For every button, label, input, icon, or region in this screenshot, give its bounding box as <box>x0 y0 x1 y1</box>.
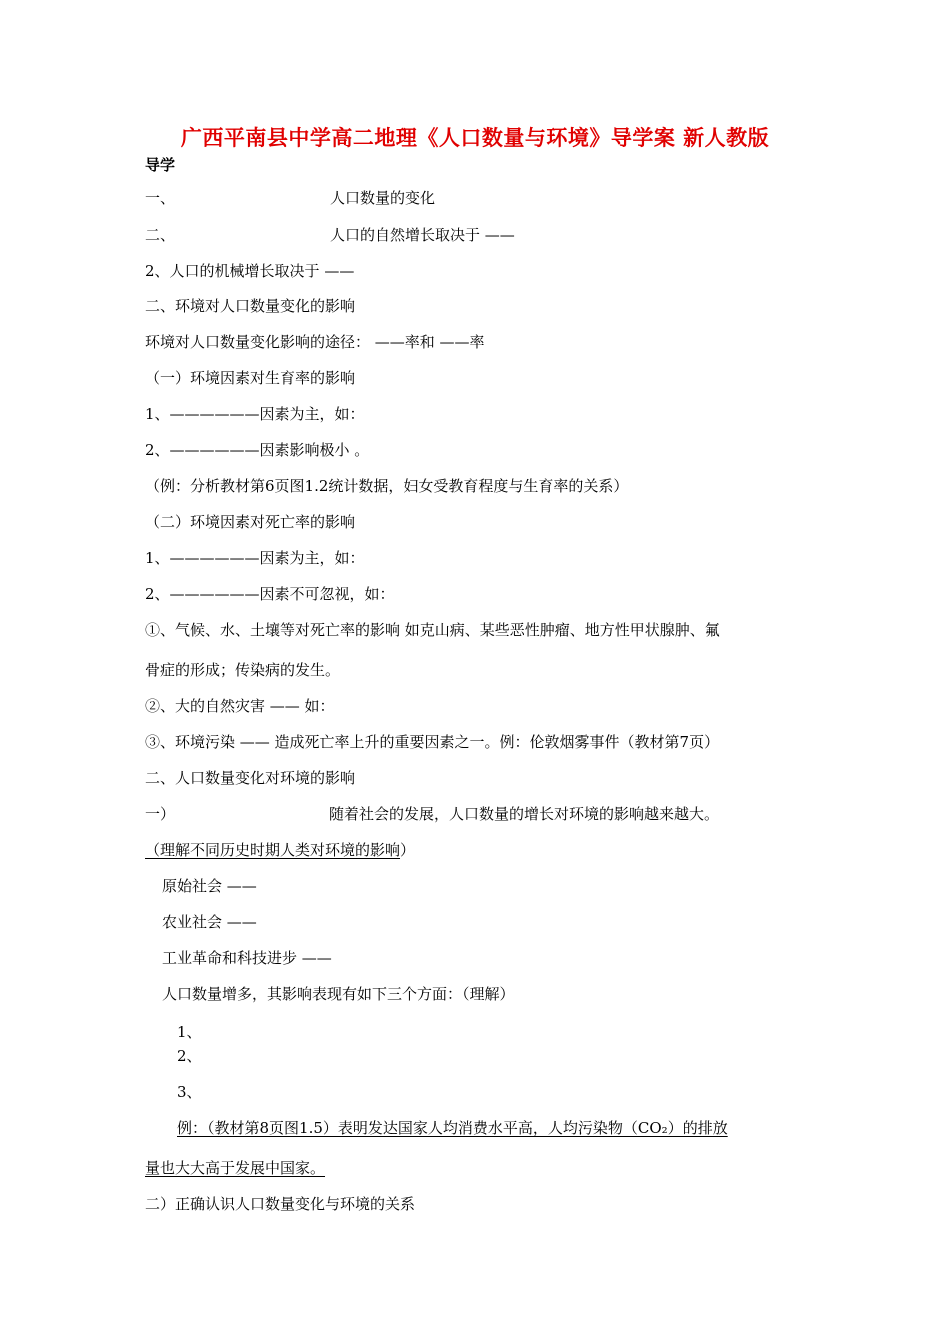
line-14: 骨症的形成；传染病的发生。 <box>145 661 341 679</box>
line-1-number: 一、 <box>145 189 176 207</box>
document-title: 广西平南县中学高二地理《人口数量与环境》导学案 新人教版 <box>180 126 770 150</box>
line-2-number: 二、 <box>145 226 176 244</box>
line-16: ③、环境污染 —— 造成死亡率上升的重要因素之一。例：伦敦烟雾事件（教材第7页） <box>145 733 720 751</box>
section-heading: 导学 <box>145 156 176 174</box>
line-18 <box>145 804 720 824</box>
line-24: 1、 <box>177 1023 202 1041</box>
line-4: 二、环境对人口数量变化的影响 <box>145 297 356 315</box>
line-3: 2、人口的机械增长取决于 —— <box>145 262 355 280</box>
line-12: 2、——————因素不可忽视，如： <box>145 585 395 603</box>
line-27: 例：（教材第8页图1.5）表明发达国家人均消费水平高，人均污染物（CO₂）的排放 <box>177 1119 728 1137</box>
line-15: ②、大的自然灾害 —— 如： <box>145 697 335 715</box>
line-5: 环境对人口数量变化影响的途径： ——率和 ——率 <box>145 333 485 351</box>
line-19-underlined: （理解不同历史时期人类对环境的影响 <box>145 841 401 859</box>
line-1-text: 人口数量的变化 <box>330 189 436 207</box>
line-8: 2、——————因素影响极小 。 <box>145 441 370 459</box>
line-7: 1、——————因素为主，如： <box>145 405 365 423</box>
line-18-number: 一） <box>145 805 176 823</box>
line-19 <box>145 840 415 860</box>
line-26: 3、 <box>177 1083 202 1101</box>
line-20: 原始社会 —— <box>162 877 257 895</box>
line-23: 人口数量增多，其影响表现有如下三个方面：（理解） <box>162 985 515 1003</box>
line-18-text: 随着社会的发展，人口数量的增长对环境的影响越来越大。 <box>329 805 720 823</box>
line-29: 二）正确认识人口数量变化与环境的关系 <box>145 1195 416 1213</box>
line-21: 农业社会 —— <box>162 913 257 931</box>
line-2-text: 人口的自然增长取决于 —— <box>330 226 515 244</box>
line-22: 工业革命和科技进步 —— <box>162 949 332 967</box>
line-25: 2、 <box>177 1047 202 1065</box>
line-6: （一）环境因素对生育率的影响 <box>145 369 356 387</box>
line-17: 二、人口数量变化对环境的影响 <box>145 769 356 787</box>
line-2 <box>145 225 515 245</box>
line-13: ①、气候、水、土壤等对死亡率的影响 如克山病、某些恶性肿瘤、地方性甲状腺肿、氟 <box>145 621 720 639</box>
line-9: （例：分析教材第6页图1.2统计数据，妇女受教育程度与生育率的关系） <box>145 477 629 495</box>
line-10: （二）环境因素对死亡率的影响 <box>145 513 356 531</box>
line-11: 1、——————因素为主，如： <box>145 549 365 567</box>
line-1 <box>145 188 436 208</box>
line-28: 量也大大高于发展中国家。 <box>145 1159 326 1177</box>
line-19-close: ） <box>400 841 416 859</box>
